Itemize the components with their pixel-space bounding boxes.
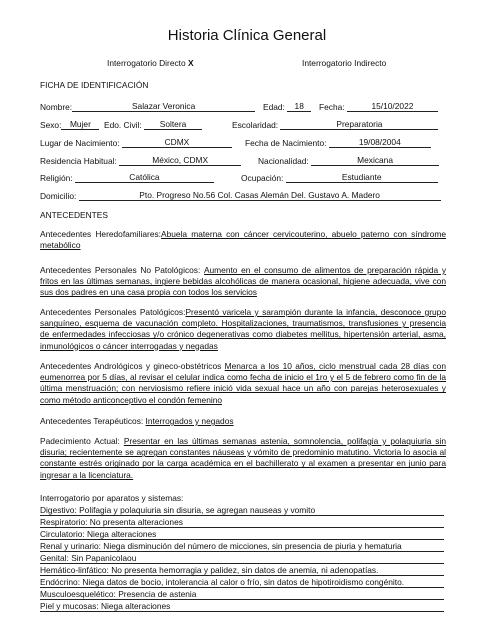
edad-value: 18 — [287, 101, 311, 112]
fecha-value: 15/10/2022 — [347, 101, 438, 112]
fecha-label: Fecha: — [319, 102, 345, 112]
domicilio-value: Pto. Progreso No.56 Col. Casas Alemán Del. Gustavo A. Madero — [79, 190, 441, 201]
sistemas-heading: Interrogatorio por aparatos y sistemas: — [40, 493, 184, 503]
ocupacion-row — [241, 172, 438, 183]
escolaridad-label: Escolaridad: — [232, 120, 279, 130]
no-patologicos-text: Aumento en el consumo de alimentos de preparación rápida y fritos en las últimas semanas, ingiere bebidas alcohólicas de manera ocasional, higiene adecuada, vive con sus dos padres en una casa propia con todos los servicios — [40, 265, 447, 298]
ficha-heading: FICHA DE IDENTIFICACIÓN — [40, 80, 149, 90]
edo-civil-value: Soltera — [144, 119, 202, 130]
sistema-line-musculo: Musculoesquelético: Presencia de astenia — [40, 589, 444, 600]
edad-label: Edad: — [263, 102, 285, 112]
patologicos-text: Presentó varicela y sarampión durante la infancia, desconoce grupo sanguíneo, esquema de vacunación completo. Hospitalizaciones, traumatismos, transfusiones y presencia de enfermedades infecciosas y/o crónico degenerativas como diabetes mellitus, hipertensión arterial, asma, inmunológicos o cáncer interrogadas y negadas — [40, 307, 446, 351]
no-patologicos-label: Antecedentes Personales No Patológicos: — [40, 265, 201, 275]
sistema-line-circulatorio: Circulatorio: Niega alteraciones — [40, 529, 444, 540]
edad-row — [263, 101, 311, 112]
interrogatorio-indirecto-label: Interrogatorio Indirecto — [302, 58, 387, 68]
sexo-label: Sexo: — [40, 120, 62, 130]
padecimiento-text: Presentar en las últimas semanas astenia, somnolencia, polifagia y polaquiuria sin disuria; recientemente se agregan constantes náuseas y vómito de predominio matutino. Victoria lo asocia al constante estrés originado por la carga académica en el bachillerato y al examen a presentar en junio para ingresar a la licenciatura. — [40, 436, 447, 480]
ocupacion-label: Ocupación: — [241, 173, 284, 183]
fecha-row — [319, 101, 438, 112]
interrogatorio-directo-label: Interrogatorio Directo — [107, 58, 186, 68]
religion-value: Católica — [75, 172, 214, 183]
andrologicos-label: Antecedentes Andrológicos y gineco-obstétricos — [40, 361, 222, 371]
nombre-value: Salazar Veronica — [72, 101, 255, 112]
fecha-nac-label: Fecha de Nacimiento: — [245, 138, 327, 148]
residencia-value: México, CDMX — [119, 155, 241, 166]
edo-civil-label: Edo. Civil: — [104, 120, 142, 130]
heredofamiliares-section — [40, 229, 446, 251]
sexo-value: Mujer — [61, 119, 99, 130]
religion-label: Religión: — [40, 173, 73, 183]
edo-civil-row — [104, 119, 202, 130]
lugar-nac-value: CDMX — [122, 137, 232, 148]
terapeuticos-label: Antecedentes Terapéuticos: — [40, 416, 144, 426]
patologicos-section — [40, 307, 446, 352]
escolaridad-row — [232, 119, 438, 130]
androlologicos-section — [40, 361, 446, 406]
andrologicos-text: Menarca a los 10 años, ciclo menstrual cada 28 días con eumenorrea por 5 días, al revisar el celular indica como fecha de inicio el 1ro y el 5 de febrero como fin de la última menstruación; con nerviosismo refiere inició vida sexual hace un año con parejas heterosexuales y como método anticonceptivo el condón femenino — [40, 361, 446, 405]
nombre-row — [40, 101, 255, 112]
sistema-line-hematico: Hemático-linfático: No presenta hemorragia y palidez, sin datos de anemia, ni adenopatías. — [40, 565, 444, 576]
nacionalidad-label: Nacionalidad: — [258, 156, 309, 166]
nacionalidad-value: Mexicana — [311, 155, 439, 166]
nombre-label: Nombre: — [40, 102, 73, 112]
residencia-row — [40, 155, 241, 166]
ocupacion-value: Estudiante — [286, 172, 438, 183]
religion-row — [40, 172, 214, 183]
domicilio-label: Domicilio: — [40, 191, 77, 201]
padecimiento-section — [40, 436, 446, 481]
sistema-line-digestivo: Digestivo: Polifagia y polaquiuria sin disuria, se agregan nauseas y vomito — [40, 505, 444, 516]
fecha-nac-value: 19/08/2004 — [329, 137, 431, 148]
page-title: Historia Clínica General — [167, 27, 327, 44]
sistema-line-endocrino: Endócrino: Niega datos de bocio, intolerancia al calor o frío, sin datos de hipotiroidismo congénito. — [40, 577, 444, 588]
interrogatorio-directo-mark: X — [188, 58, 194, 68]
terapeuticos-text: Interrogados y negados — [145, 416, 234, 426]
sistema-line-genital: Genital: Sin Papanicolaou — [40, 553, 444, 564]
padecimiento-label: Padecimiento Actual: — [40, 436, 120, 446]
terapeuticos-section — [40, 416, 446, 427]
heredofamiliares-text: Abuela materna con cáncer cervicouterino, abuelo paterno con síndrome metabólico — [40, 229, 446, 251]
lugar-nac-row — [40, 137, 232, 148]
nacionalidad-row — [258, 155, 439, 166]
interrogatorio-directo — [107, 58, 194, 68]
escolaridad-value: Preparatoria — [280, 119, 438, 130]
residencia-label: Residencia Habitual: — [40, 156, 117, 166]
antecedentes-heading: ANTECEDENTES — [40, 210, 108, 220]
no-patologicos-section — [40, 265, 446, 299]
sexo-row — [40, 119, 99, 130]
heredofamiliares-label: Antecedentes Heredofamiliares: — [40, 229, 161, 239]
domicilio-row — [40, 190, 441, 201]
sistema-line-respiratorio: Respiratorio: No presenta alteraciones — [40, 517, 444, 528]
patologicos-label: Antecedentes Personales Patológicos: — [40, 307, 186, 317]
fecha-nac-row — [245, 137, 431, 148]
sistema-line-renal: Renal y urinario: Niega disminución del número de micciones, sin presencia de piuria y hematuria — [40, 541, 444, 552]
sistema-line-piel: Piel y mucosas: Niega alteraciones — [40, 601, 444, 612]
lugar-nac-label: Lugar de Nacimiento: — [40, 138, 120, 148]
